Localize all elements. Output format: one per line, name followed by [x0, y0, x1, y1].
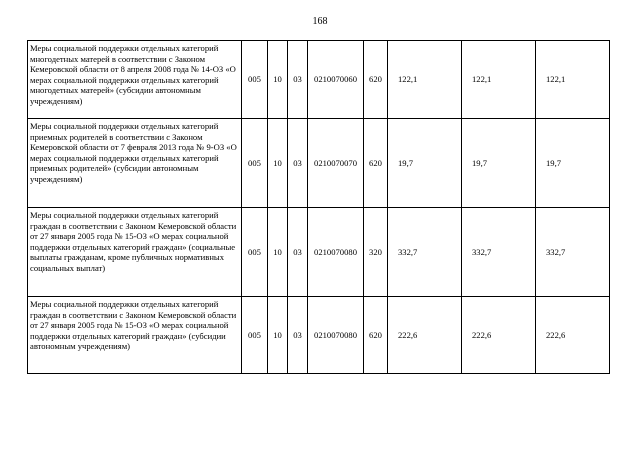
amount-year-1: 222,6: [388, 297, 462, 374]
row-description: Меры социальной поддержки отдельных категорий многодетных матерей в соответствии с Законом Кемеровской области от 8 апреля 2008 года № 14-ОЗ «О мерах социальной поддержки отдельных категорий многодетных матерей» (субсидии автономным учреждениям): [28, 41, 242, 119]
row-description: Меры социальной поддержки отдельных категорий граждан в соответствии с Законом Кемеровской области от 27 января 2005 года № 15-ОЗ «О мерах социальной поддержки отдельных категорий граждан» (социальные выплаты гражданам, кроме публичных нормативных социальных выплат): [28, 208, 242, 297]
section-code: 10: [268, 208, 288, 297]
ministry-code: 005: [242, 41, 268, 119]
expense-type-code: 620: [364, 119, 388, 208]
page-number: 168: [312, 16, 328, 27]
ministry-code: 005: [242, 208, 268, 297]
expense-type-code: 620: [364, 297, 388, 374]
section-code: 10: [268, 297, 288, 374]
budget-table: [27, 40, 610, 374]
amount-year-2: 332,7: [462, 208, 536, 297]
amount-year-2: 122,1: [462, 41, 536, 119]
amount-year-3: 332,7: [536, 208, 610, 297]
expense-type-code: 620: [364, 41, 388, 119]
section-code: 10: [268, 119, 288, 208]
target-article-code: 0210070060: [308, 41, 364, 119]
expense-type-code: 320: [364, 208, 388, 297]
amount-year-3: 19,7: [536, 119, 610, 208]
amount-year-3: 122,1: [536, 41, 610, 119]
amount-year-1: 122,1: [388, 41, 462, 119]
row-description: Меры социальной поддержки отдельных категорий приемных родителей в соответствии с Законом Кемеровской области от 7 февраля 2013 года № 9-ОЗ «О мерах социальной поддержки отдельных категорий приемных родителей» (субсидии автономным учреждениям): [28, 119, 242, 208]
target-article-code: 0210070080: [308, 297, 364, 374]
ministry-code: 005: [242, 297, 268, 374]
subsection-code: 03: [288, 41, 308, 119]
table-row: [28, 208, 610, 297]
table-row: [28, 297, 610, 374]
target-article-code: 0210070070: [308, 119, 364, 208]
amount-year-1: 19,7: [388, 119, 462, 208]
target-article-code: 0210070080: [308, 208, 364, 297]
amount-year-2: 222,6: [462, 297, 536, 374]
amount-year-2: 19,7: [462, 119, 536, 208]
subsection-code: 03: [288, 208, 308, 297]
row-description: Меры социальной поддержки отдельных категорий граждан в соответствии с Законом Кемеровской области от 27 января 2005 года № 15-ОЗ «О мерах социальной поддержки отдельных категорий граждан» (субсидии автономным учреждениям): [28, 297, 242, 374]
amount-year-3: 222,6: [536, 297, 610, 374]
amount-year-1: 332,7: [388, 208, 462, 297]
table-row: [28, 41, 610, 119]
table-row: [28, 119, 610, 208]
ministry-code: 005: [242, 119, 268, 208]
section-code: 10: [268, 41, 288, 119]
subsection-code: 03: [288, 297, 308, 374]
subsection-code: 03: [288, 119, 308, 208]
